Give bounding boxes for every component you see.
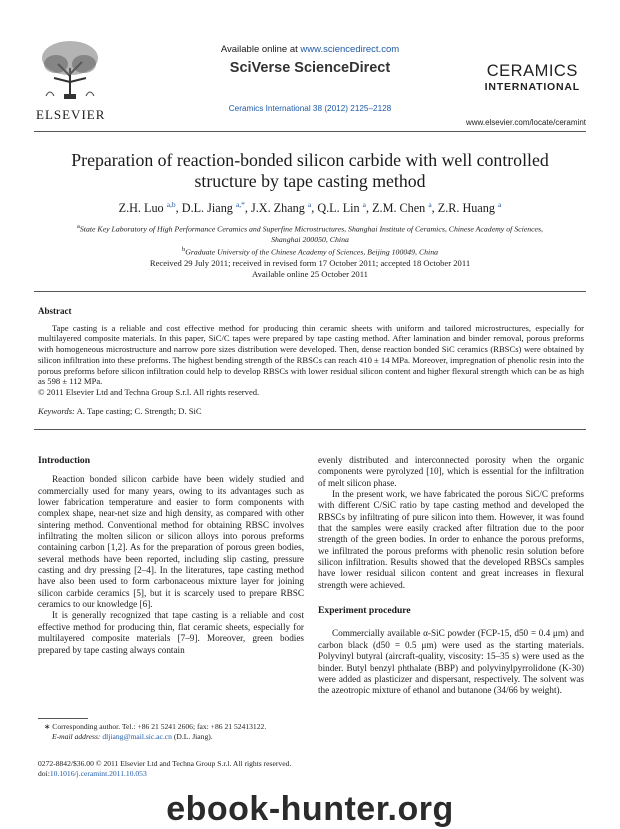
abstract-top-rule [34,291,586,292]
experiment-paragraph-1: Commercially available α-SiC powder (FCP-15, d50 = 0.4 μm) and carbon black (d50 = 0.5 μm) were used as the starting materials. Polyvinyl butyral (aircraft-quality, viscosity: 15–35 s) were used as the binder. Butyl benzyl phthalate (BBP) and polyvinylpyrrolidone (K-30) were added as plasticizer and dispersant, respectively. The solvent was the azeotropic mixture of ethanol and butanone (34/66 by weight). [318,628,584,696]
author[interactable]: Z.R. Huang $^a$ [437,200,502,216]
affiliation-a-cont: Shanghai 200050, China [271,234,349,244]
intro-paragraph-1: Reaction bonded silicon carbide have been widely studied and commercially used for many years, owing to its advantages such as lower fabrication temperature and easier to form components with complex shape, near-net size and high density, as compared with other sintering method. Conventional method for obtaining RBSC involves infiltrating the molten silicon or silicon alloys into porous preforms containing carbon [1,2]. As for the preparation of porous green bodies, several methods have been reported, including slip casting, pressure casting and dry pressing [2–4]. In the literatures, tape casting method have also been used to form carbonaceous mixture layer for joining silicon carbide ceramics [5], but it is scarcely used to prepare RBSC ceramics to our knowledge [6]. [38,474,304,610]
email-link[interactable]: dljiang@mail.sic.ac.cn [102,732,172,741]
sciencedirect-link[interactable]: www.sciencedirect.com [300,44,400,55]
received-dates: Received 29 July 2011; received in revised form 17 October 2011; accepted 18 October 2011 [149,258,471,268]
dates [0,258,620,279]
article-title [0,150,620,192]
abstract-bottom-rule [34,429,586,430]
abstract-heading: Abstract [38,306,72,316]
author[interactable]: D.L. Jiang $^{a,*}$ [181,200,245,216]
abstract [38,306,584,416]
author-list: Z.H. Luo $^{a,b}$, D.L. Jiang $^{a,*}$, J.X. Zhang $^a$, Q.L. Lin $^a$, Z.M. Chen $^a$, Z.R. Huang $^a$ [118,200,502,216]
intro-paragraph-2: It is generally recognized that tape casting is a reliable and cost effective method for producing thin, flat ceramic sheets, especially for multilayered composite materials [7–9]. Moreover, green bodies prepared by tape casting always contain [38,610,304,655]
left-column [38,455,304,656]
brand-name: SciVerse ScienceDirect [229,60,391,76]
available-online-line [0,44,620,55]
affiliations [40,222,580,258]
author[interactable]: J.X. Zhang $^a$ [251,200,312,216]
right-column [318,455,584,697]
experiment-heading: Experiment procedure [318,605,411,617]
header-rule [34,131,586,132]
affiliation-b: $^b$Graduate University of the Chinese Academy of Sciences, Beijing 100049, China [181,246,439,257]
watermark: ebook-hunter.org [166,790,454,828]
author[interactable]: Z.H. Luo $^{a,b}$ [118,200,176,216]
title-line-1: Preparation of reaction-bonded silicon carbide with well controlled [71,150,549,170]
abstract-text: Tape casting is a reliable and cost effective method for producing thin ceramic sheets with uniform and tailored microstructures, especially for multilayered composite materials. In this paper, SiC/C tapes were prepared by tape casting method. After lamination and binder removal, porous preforms with homogeneous microstructure and narrow pore sizes distribution were developed. Then, dense reaction bonded SiC ceramics (RBSCs) were obtained by silicon infiltration into these preforms. The highest bending strength of the RBSCs can reach 410 ± 14 MPa. Moreover, impregnation of phenolic resin into the porous preforms before silicon infiltration could help to develop RBSCs with lower residual silicon content and higher flexural strength which can be as high as 598 ± 112 MPa. [38,322,584,387]
doi-line: doi:10.1016/j.ceramint.2011.10.053 [38,769,147,778]
author[interactable]: Z.M. Chen $^a$ [372,200,432,216]
journal-logo-line2: INTERNATIONAL [484,81,580,93]
abstract-copyright: © 2011 Elsevier Ltd and Techna Group S.r.l. All rights reserved. [38,386,260,397]
issn-line: 0272-8842/$36.00 © 2011 Elsevier Ltd and Techna Group S.r.l. All rights reserved. [38,759,292,768]
right-paragraph-2: In the present work, we have fabricated the porous SiC/C preforms with different C/SiC ratio by tape casting method and developed the RBSCs by infiltrating of pure silicon into them. However, it was found that the samples were easily cracked after filtration due to the poor strength of the green bodies. In order to enhance the porous preforms, we infiltrated the porous preforms with phenolic resin solution before silicon infiltration. Results showed that the developed RBSCs samples have lower residual silicon content and great increases in flexural strength were achieved. [318,489,584,590]
title-line-2: structure by tape casting method [194,171,426,191]
keywords: Keywords: A. Tape casting; C. Strength; D. SiC [38,405,202,416]
author[interactable]: Q.L. Lin $^a$ [317,200,367,216]
footnote [44,722,304,742]
journal-url[interactable]: www.elsevier.com/locate/ceramint [465,118,586,127]
online-date: Available online 25 October 2011 [252,268,368,279]
journal-logo-line1: CERAMICS [486,62,578,80]
email-line: E-mail address: dljiang@mail.sic.ac.cn (D.L. Jiang). [52,732,213,741]
journal-logo [485,62,580,93]
available-prefix: Available online at [220,44,301,55]
corresponding-author: ∗ Corresponding author. Tel.: +86 21 5241 2606; fax: +86 21 52413122. [44,722,267,731]
right-paragraph-1: evenly distributed and interconnected porosity when the organic components were pyrolyzed [10], which is essential for the infiltration of melt silicon phase. [318,455,584,488]
citation-link[interactable]: Ceramics International 38 (2012) 2125–2128 [228,104,392,113]
doi-link[interactable]: 10.1016/j.ceramint.2011.10.053 [49,769,147,778]
affiliation-a: $^a$State Key Laboratory of High Performance Ceramics and Superfine Microstructures, Shanghai Institute of Ceramics, Chinese Academy of Sciences, [76,223,543,234]
footnote-rule [38,718,88,719]
publisher-name: ELSEVIER [36,107,106,122]
introduction-heading: Introduction [38,455,91,466]
